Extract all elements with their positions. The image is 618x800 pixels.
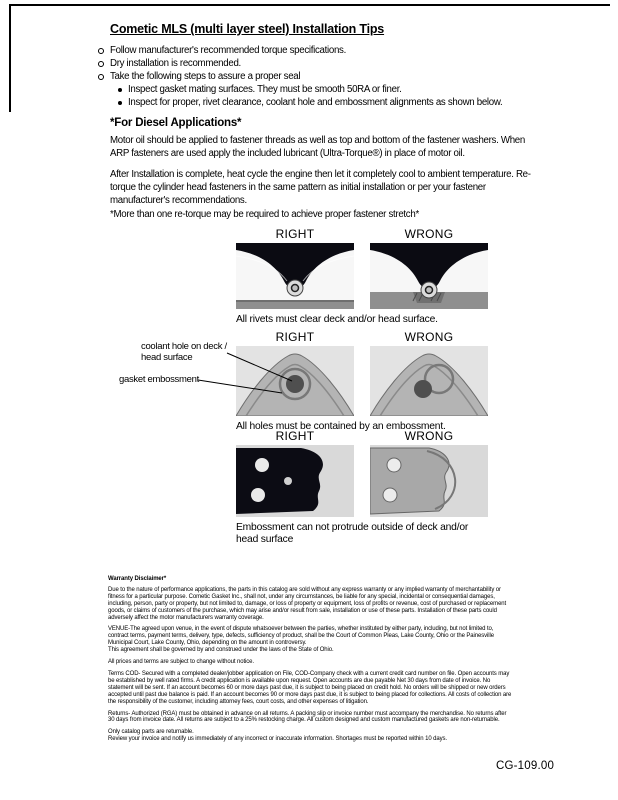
page-title: Cometic MLS (multi layer steel) Installation Tips — [110, 22, 385, 36]
page-frame-top-line — [9, 4, 610, 6]
legal-paragraph: Returns- Authorized (RGA) must be obtained in advance on all returns. A packing slip or invoice number must accompany the merchandise. No returns after 30 days from invoice date. All returns are subject to a 25% restocking charge. All custom designed and custom manufactured gaskets are non-returnable. — [108, 710, 507, 724]
installation-tips-list — [98, 44, 502, 109]
doc-number: CG-109.00 — [496, 760, 555, 772]
legal-paragraph: This agreement shall be governed by and construed under the laws of the State of Ohio. — [108, 647, 334, 654]
figure-labels — [236, 429, 496, 445]
protrusion-right-figure — [236, 445, 354, 517]
annotation-coolant-hole: coolant hole on deck / head surface — [141, 341, 227, 363]
list-item — [98, 57, 502, 70]
wrong-label: WRONG — [404, 227, 454, 241]
annotation-connector-lines — [190, 345, 300, 405]
legal-paragraph: VENUE-The agreed upon venue, in the event of dispute whatsoever between the parties, whether instituted by either party, including, but not limited to, contract terms, payment terms, delivery, type, defects, sufficiency of product, shall be the Court of Common Pleas, Lake County, Ohio or the Painesville Municipal Court, Lake County, Ohio, depending on the amount in controversy. — [108, 626, 494, 647]
open-bullet-icon — [98, 48, 104, 54]
rivet-clearance-wrong-figure — [370, 243, 488, 309]
right-label: RIGHT — [275, 330, 315, 344]
section-heading-diesel: *For Diesel Applications* — [110, 117, 242, 129]
wrong-label: WRONG — [404, 429, 454, 443]
figure-panels — [236, 243, 496, 309]
right-label: RIGHT — [275, 429, 315, 443]
rivet-wrong-illustration — [370, 243, 488, 309]
figure-caption: All holes must be contained by an embossment. — [236, 421, 446, 432]
hole-wrong-illustration — [370, 346, 488, 416]
wrong-label: WRONG — [404, 330, 454, 344]
legal-paragraph: Only catalog parts are returnable. — [108, 729, 194, 736]
rivet-clearance-right-figure — [236, 243, 354, 309]
figure-labels — [236, 330, 496, 346]
legal-paragraph: Review your invoice and notify us immediately of any incorrect or inaccurate information. Shortages must be reported within 10 days. — [108, 736, 447, 743]
legal-disclaimer-block — [108, 576, 512, 743]
page-frame-left-line — [9, 4, 11, 112]
list-item-label: Follow manufacturer's recommended torque specifications. — [110, 45, 346, 56]
list-sub-item — [118, 96, 502, 109]
figure-caption: Embossment can not protrude outside of deck and/or head surface — [236, 522, 469, 545]
list-item — [98, 70, 502, 83]
retorque-note: *More than one re-torque may be required to achieve proper fastener stretch* — [110, 209, 419, 220]
list-item-label: Inspect gasket mating surfaces. They must be smooth 50RA or finer. — [128, 84, 402, 95]
figure-panels — [236, 445, 496, 517]
list-item-label: Inspect for proper, rivet clearance, coolant hole and embossment alignments as shown below. — [128, 97, 503, 108]
right-label: RIGHT — [275, 227, 315, 241]
diesel-paragraph-1: Motor oil should be applied to fastener threads as well as top and bottom of the fastener washers. When ARP fasteners are used apply the included lubricant (Ultra-Torque®) in place of motor oil. — [110, 135, 525, 159]
hole-containment-wrong-figure — [370, 346, 488, 416]
annotation-gasket-embossment: gasket embossment — [119, 374, 199, 385]
legal-paragraph: Due to the nature of performance applications, the parts in this catalog are sold without any express warranty or any implied warranty of merchantability or fitness for a particular purpose. Cometic Gasket Inc., shall not, under any circumstances, be liable for any special, incidental or consequential damages, including, person, party or property, but not limited to, damage, or loss of property or equipment, loss of profits or revenue, cost of purchased or replacement goods, or claims of customers of the purchase, which may arise and/or result from sale, installation or use of these parts. Installation of these parts could adversely affect the motor manufacturers warranty coverage. — [108, 586, 507, 621]
legal-paragraph: All prices and terms are subject to change without notice. — [108, 659, 254, 666]
filled-bullet-icon — [118, 88, 122, 92]
filled-bullet-icon — [118, 101, 122, 105]
list-item-label: Dry installation is recommended. — [110, 58, 241, 69]
protrusion-right-illustration — [236, 445, 354, 517]
figure-labels — [236, 227, 496, 243]
protrusion-wrong-figure — [370, 445, 488, 517]
figure-embossment-protrusion — [236, 429, 496, 546]
warranty-disclaimer-heading: Warranty Disclaimer* — [108, 576, 167, 582]
list-sub-item — [118, 83, 502, 96]
legal-paragraph: Terms COD- Secured with a completed dealer/jobber application on File, COD-Company check with a current credit card number on file. Open accounts may be established by well rated firms. A credit application is available upon request. Open accounts are due payable Net 30 days from date of invoice. No statement will be sent. If an account becomes 60 or more days past due, it is subject to being placed on credit hold. No orders will be shipped or new orders accepted until past due balance is paid. If an account becomes 90 or more days past due, it is subject to being placed for collections. All costs of collection are the responsibility of the customer, including attorney fees, court costs, and other expenses of litigation. — [108, 670, 512, 705]
open-bullet-icon — [98, 61, 104, 67]
list-item — [98, 44, 502, 57]
rivet-right-illustration — [236, 243, 354, 309]
figure-caption: All rivets must clear deck and/or head surface. — [236, 314, 438, 325]
protrusion-wrong-illustration — [370, 445, 488, 517]
open-bullet-icon — [98, 74, 104, 80]
list-item-label: Take the following steps to assure a proper seal — [110, 71, 301, 82]
diesel-paragraph-2: After Installation is complete, heat cycle the engine then let it completely cool to ambient temperature. Re-torque the cylinder head fasteners in the same pattern as initial installation or per your fastener manufacturer's recommendations. — [110, 169, 531, 206]
figure-rivet-clearance — [236, 227, 496, 326]
